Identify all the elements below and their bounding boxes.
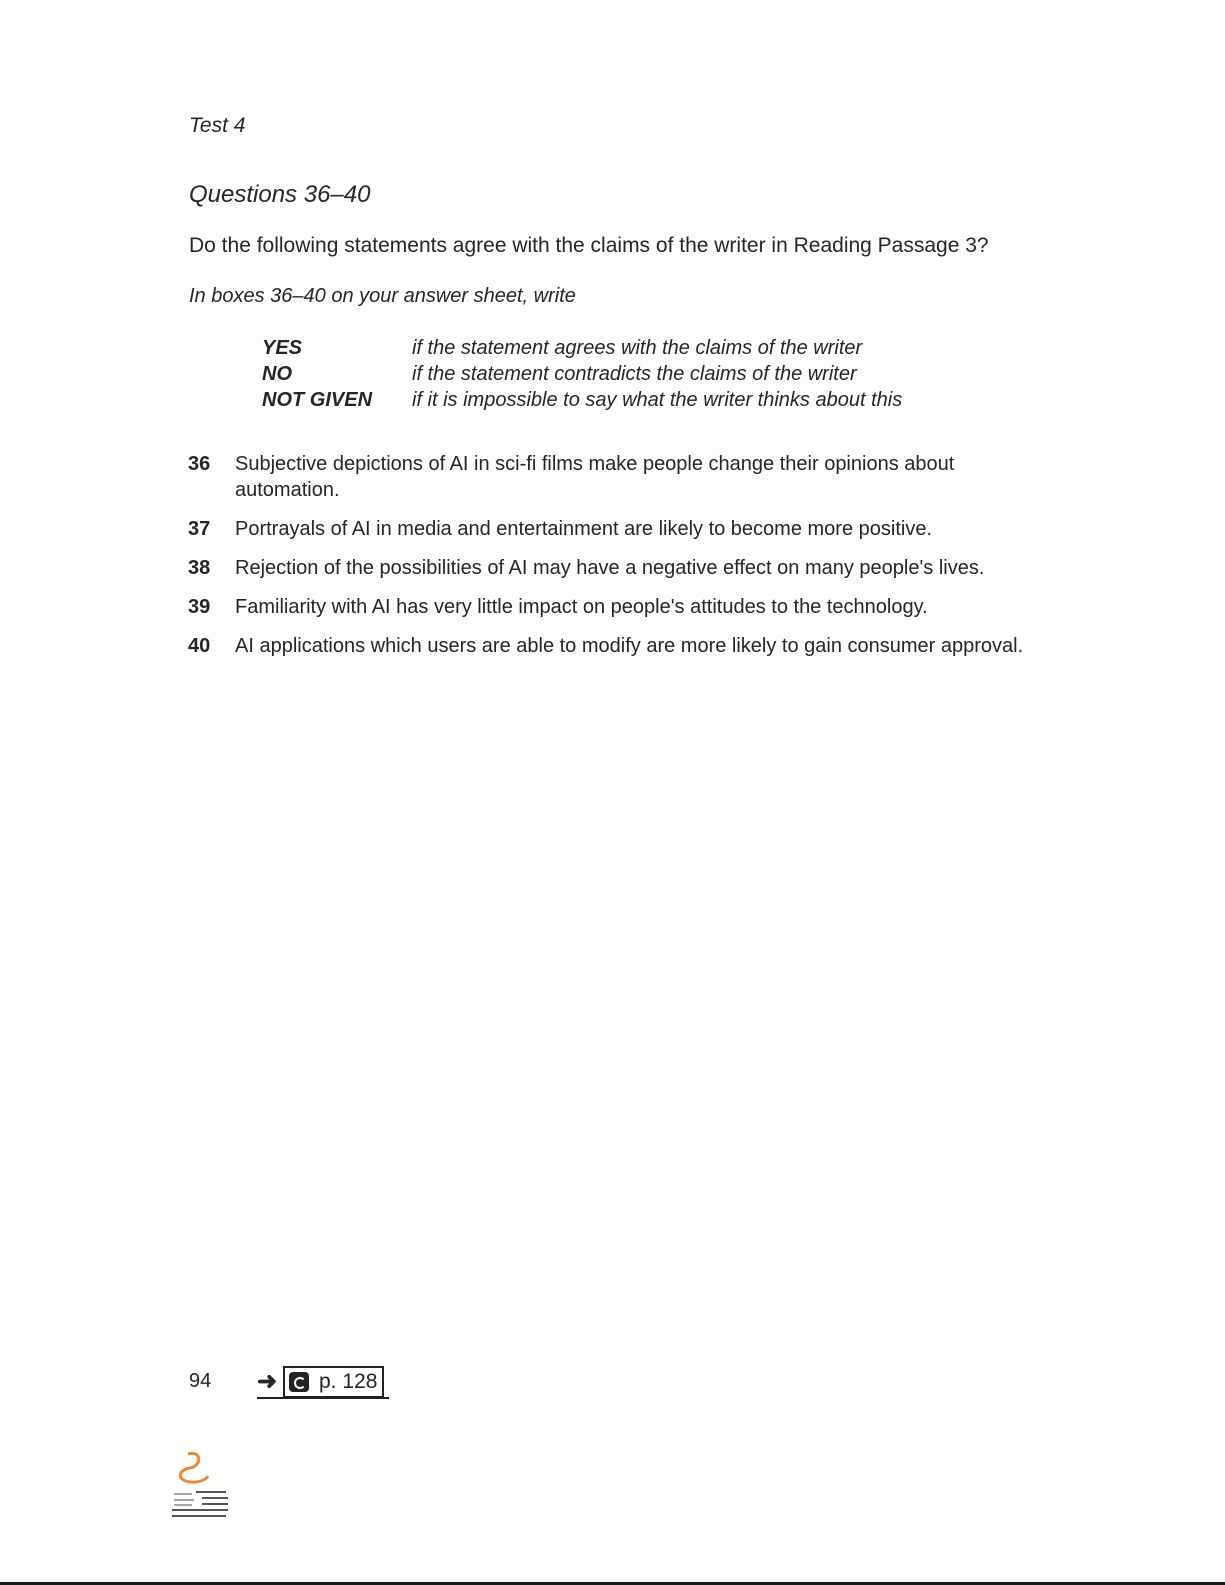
question-number: 40	[188, 635, 211, 657]
publisher-logo	[168, 1448, 232, 1522]
page-number: 94	[189, 1370, 212, 1392]
key-term: NOT GIVEN	[262, 389, 373, 411]
arrow-right-icon: ➜	[257, 1368, 278, 1395]
reference-underline	[257, 1397, 389, 1399]
key-term: YES	[262, 337, 303, 359]
question-item	[188, 451, 1038, 503]
question-text: Familiarity with AI has very little impact on people's attitudes to the technology.	[235, 596, 928, 618]
key-term: NO	[262, 363, 292, 385]
question-number: 37	[188, 518, 211, 540]
instruction-text: Do the following statements agree with the claims of the writer in Reading Passage 3?	[189, 234, 989, 257]
key-definition: if the statement contradicts the claims of the writer	[412, 363, 857, 385]
answer-key-icon	[289, 1372, 309, 1392]
answer-instruction: In boxes 36–40 on your answer sheet, write	[189, 285, 576, 307]
running-head: Test 4	[189, 114, 246, 137]
logo-swirl	[180, 1453, 208, 1482]
key-row-yes	[262, 336, 902, 362]
answer-reference[interactable]	[257, 1366, 384, 1398]
question-text: Portrayals of AI in media and entertainment are likely to become more positive.	[235, 518, 933, 540]
answer-reference-box[interactable]	[283, 1366, 384, 1398]
question-number: 38	[188, 557, 211, 579]
question-item	[188, 594, 1038, 620]
question-item	[188, 516, 1038, 542]
question-text: Subjective depictions of AI in sci-fi films make people change their opinions about automation.	[235, 453, 955, 501]
question-number: 39	[188, 596, 211, 618]
key-definition: if it is impossible to say what the writer thinks about this	[412, 389, 903, 411]
question-number: 36	[188, 453, 211, 475]
question-text: AI applications which users are able to modify are more likely to gain consumer approval.	[235, 635, 1024, 657]
answer-key-table	[262, 336, 902, 414]
question-list	[188, 451, 1038, 672]
key-row-no	[262, 362, 902, 388]
key-row-not-given	[262, 388, 902, 414]
answer-reference-label: p. 128	[319, 1370, 378, 1393]
key-definition: if the statement agrees with the claims of the writer	[412, 337, 863, 359]
questions-heading: Questions 36–40	[189, 181, 371, 208]
question-item	[188, 633, 1038, 659]
question-text: Rejection of the possibilities of AI may have a negative effect on many people's lives.	[235, 557, 985, 579]
question-item	[188, 555, 1038, 581]
